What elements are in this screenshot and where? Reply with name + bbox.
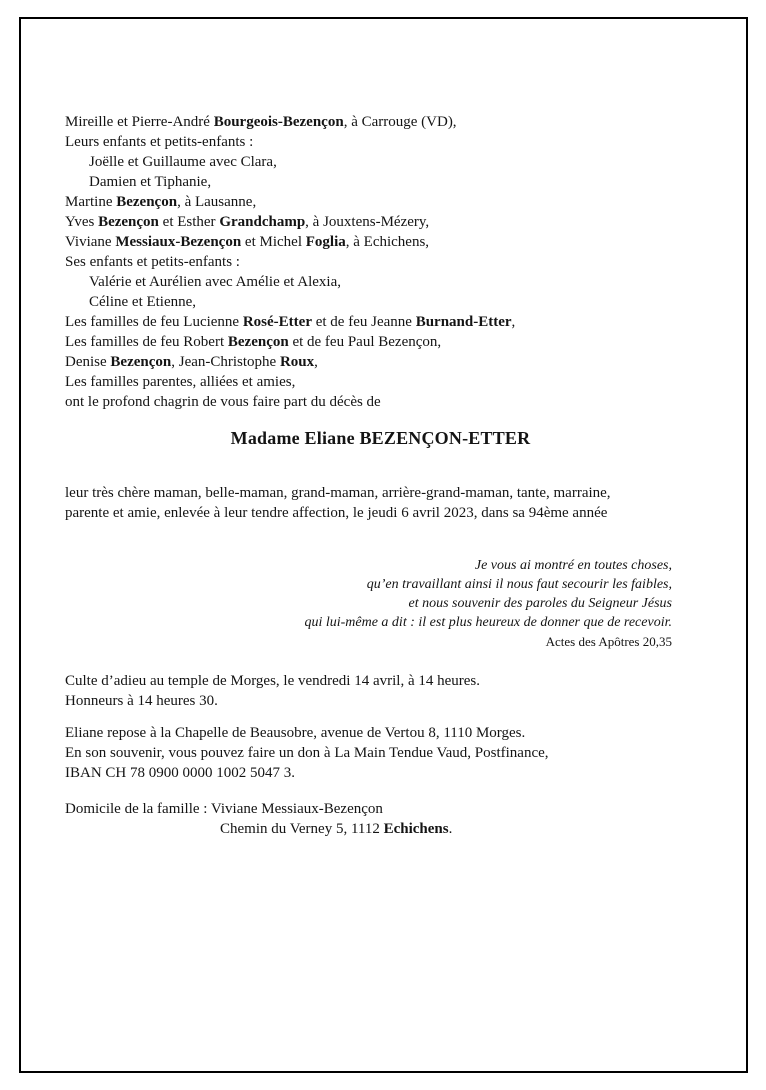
text-segment: et Esther (158, 214, 220, 230)
text-segment: Chemin du Verney 5, 1112 (220, 821, 384, 837)
name-emphasis: Burnand-Etter (415, 314, 512, 330)
notice-content (21, 19, 746, 1071)
name-emphasis: Bezençon (110, 354, 172, 370)
text-line: parente et amie, enlevée à leur tendre affection, le jeudi 6 avril 2023, dans sa 94ème année (65, 505, 608, 521)
text-segment: , à Jouxtens-Mézery, (305, 214, 430, 230)
text-line: Les familles parentes, alliées et amies, (65, 374, 296, 390)
name-emphasis: Bezençon (98, 214, 159, 230)
text-line: Joëlle et Guillaume avec Clara, (89, 154, 277, 170)
text-line: qui lui-même a dit : il est plus heureux de donner que de recevoir. (304, 615, 672, 630)
text-segment: Denise (65, 354, 111, 370)
name-emphasis: Echichens (383, 821, 449, 837)
text-segment: Yves (65, 214, 99, 230)
text-segment: , Jean-Christophe (171, 354, 280, 370)
text-segment: , à Carrouge (VD), (343, 114, 457, 130)
quote-lines (65, 556, 672, 632)
text-segment: et de feu Jeanne (311, 314, 416, 330)
name-emphasis: Roux (279, 354, 315, 370)
scripture-quote (65, 556, 696, 651)
text-line: Culte d’adieu au temple de Morges, le vendredi 14 avril, à 14 heures. (65, 673, 481, 689)
page-border-frame (19, 17, 748, 1073)
name-emphasis: Foglia (305, 234, 346, 250)
repose-and-donation-details (65, 723, 696, 783)
text-line: qu’en travaillant ainsi il nous faut secourir les faibles, (366, 577, 672, 592)
name-emphasis: Grandchamp (219, 214, 306, 230)
text-segment: Mireille et Pierre-André (65, 114, 214, 130)
text-line: Céline et Etienne, (89, 294, 197, 310)
text-segment: , à Lausanne, (177, 194, 257, 210)
quote-attribution: Actes des Apôtres 20,35 (545, 634, 672, 649)
text-line: Ses enfants et petits-enfants : (65, 254, 240, 270)
text-line: leur très chère maman, belle-maman, grand-maman, arrière-grand-maman, tante, marraine, (65, 485, 611, 501)
name-emphasis: Bourgeois-Bezençon (213, 114, 344, 130)
text-segment: Viviane (65, 234, 116, 250)
name-emphasis: Bezençon (116, 194, 178, 210)
text-line: Damien et Tiphanie, (89, 174, 212, 190)
text-line: Leurs enfants et petits-enfants : (65, 134, 254, 150)
text-segment: Les familles de feu Lucienne (65, 314, 243, 330)
family-announcement-list (65, 112, 696, 412)
text-segment: , à Echichens, (345, 234, 430, 250)
text-line (65, 312, 696, 332)
deceased-name-title: Madame Eliane BEZENÇON-ETTER (230, 428, 531, 448)
text-line: Domicile de la famille : Viviane Messiaux-Bezençon (65, 801, 383, 817)
text-line (65, 112, 696, 132)
text-line (65, 819, 696, 839)
lead-paragraph (65, 483, 696, 523)
text-segment: et Michel (241, 234, 306, 250)
text-line (65, 212, 696, 232)
text-segment: Les familles de feu Robert (65, 334, 228, 350)
name-emphasis: Rosé-Etter (242, 314, 312, 330)
name-emphasis: Messiaux-Bezençon (115, 234, 242, 250)
text-line: Eliane repose à la Chapelle de Beausobre, avenue de Vertou 8, 1110 Morges. (65, 725, 526, 741)
text-line: En son souvenir, vous pouvez faire un don à La Main Tendue Vaud, Postfinance, (65, 745, 549, 761)
text-line: Honneurs à 14 heures 30. (65, 693, 218, 709)
text-line: et nous souvenir des paroles du Seigneur Jésus (408, 596, 672, 611)
text-line (65, 232, 696, 252)
text-segment: et de feu Paul Bezençon, (288, 334, 442, 350)
text-line: Je vous ai montré en toutes choses, (474, 558, 672, 573)
text-segment: . (448, 821, 453, 837)
text-segment: , (511, 314, 516, 330)
text-line: Valérie et Aurélien avec Amélie et Alexia, (89, 274, 341, 290)
text-line (65, 332, 696, 352)
name-emphasis: Bezençon (227, 334, 289, 350)
service-details (65, 671, 696, 711)
text-line (65, 352, 696, 372)
text-line: IBAN CH 78 0900 0000 1002 5047 3. (65, 765, 296, 781)
text-line: ont le profond chagrin de vous faire part du décès de (65, 394, 381, 410)
text-segment: , (314, 354, 318, 370)
family-address (65, 799, 696, 839)
text-line (65, 192, 696, 212)
text-segment: Martine (65, 194, 117, 210)
